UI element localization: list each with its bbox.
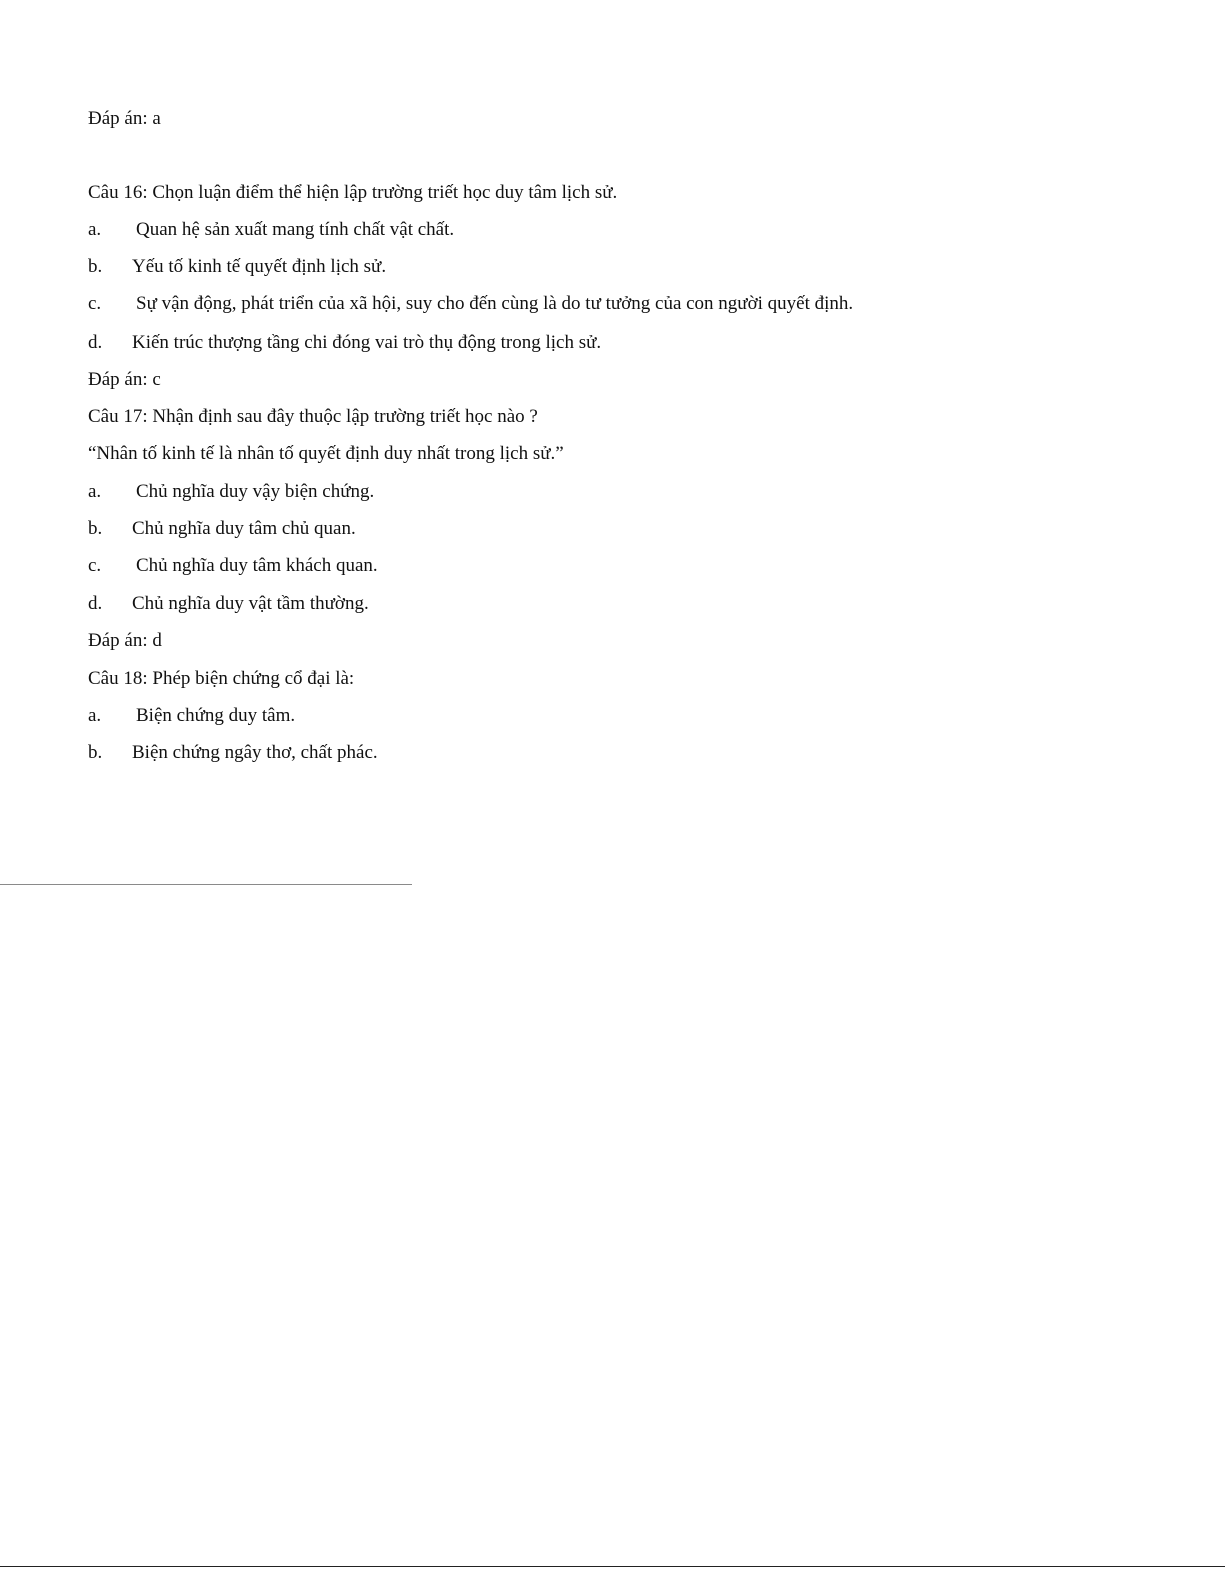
q17-option-d (88, 592, 369, 616)
q16-option-d (88, 331, 601, 355)
question-16: Câu 16: Chọn luận điểm thể hiện lập trường triết học duy tâm lịch sử. (88, 182, 618, 203)
option-letter: c. (88, 555, 102, 576)
option-letter: a. (88, 481, 102, 502)
option-letter: d. (88, 332, 103, 353)
option-letter: a. (88, 705, 102, 726)
option-text: Sự vận động, phát triển của xã hội, suy cho đến cùng là do tư tưởng của con người quyết định. (136, 293, 854, 314)
option-text: Chủ nghĩa duy vật tầm thường. (132, 593, 369, 614)
option-letter: a. (88, 219, 102, 240)
option-text: Biện chứng ngây thơ, chất phác. (132, 742, 378, 763)
option-letter: c. (88, 293, 102, 314)
option-text: Chủ nghĩa duy vậy biện chứng. (136, 481, 375, 502)
option-text: Biện chứng duy tâm. (136, 705, 296, 726)
answer-17: Đáp án: d (88, 630, 162, 651)
q16-option-a (88, 218, 454, 242)
q18-option-b (88, 741, 378, 765)
question-18: Câu 18: Phép biện chứng cổ đại là: (88, 668, 355, 689)
option-letter: b. (88, 256, 103, 277)
question-17: Câu 17: Nhận định sau đây thuộc lập trường triết học nào ? (88, 406, 538, 427)
option-letter: b. (88, 742, 103, 763)
q17-option-b (88, 517, 356, 541)
option-text: Yếu tố kinh tế quyết định lịch sử. (132, 256, 387, 277)
option-text: Chủ nghĩa duy tâm khách quan. (136, 555, 378, 576)
option-text: Quan hệ sản xuất mang tính chất vật chất. (136, 219, 455, 240)
q16-option-b (88, 255, 386, 279)
q17-option-a (88, 480, 374, 504)
q18-option-a (88, 704, 295, 728)
option-text: Chủ nghĩa duy tâm chủ quan. (132, 518, 356, 539)
answer-15: Đáp án: a (88, 108, 161, 129)
question-17-quote: “Nhân tố kinh tế là nhân tố quyết định duy nhất trong lịch sử.” (88, 443, 564, 464)
q16-option-c (88, 292, 853, 316)
answer-16: Đáp án: c (88, 369, 161, 390)
option-text: Kiến trúc thượng tầng chi đóng vai trò thụ động trong lịch sử. (132, 332, 602, 353)
q17-option-c (88, 554, 378, 578)
option-letter: d. (88, 593, 103, 614)
section-divider (0, 884, 412, 885)
page-bottom-border (0, 1566, 1225, 1567)
option-letter: b. (88, 518, 103, 539)
